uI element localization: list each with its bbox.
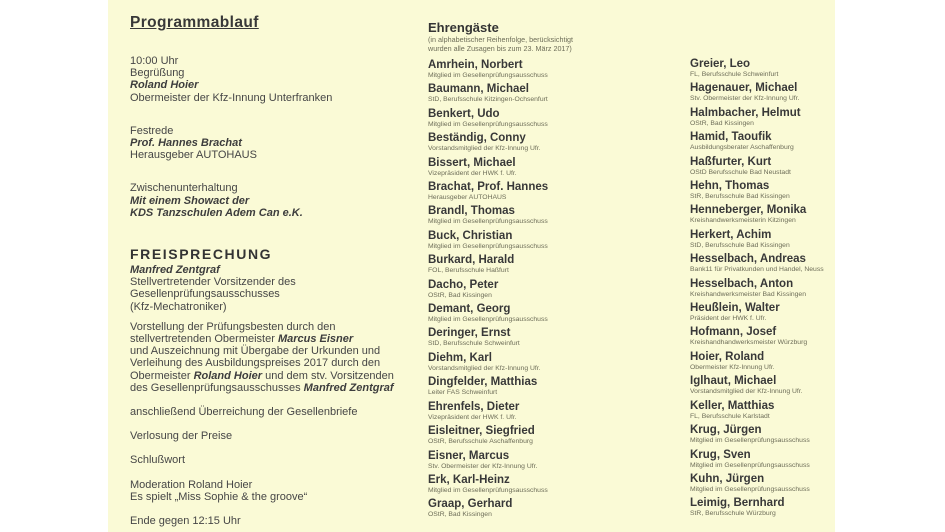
guest-entry — [690, 449, 840, 470]
guest-entry — [428, 59, 683, 80]
guest-entry — [428, 425, 683, 446]
guest-role: Vorstandsmitglied der Kfz-Innung Ufr. — [690, 388, 803, 396]
guest-list-1 — [428, 59, 683, 520]
guest-role: StD, Berufsschule Kitzingen-Ochsenfurt — [428, 96, 548, 104]
guest-role: Mitglied im Gesellenprüfungsausschuss — [428, 72, 548, 79]
guest-name: Ehrenfels, Dieter — [428, 400, 520, 413]
guest-entry — [690, 302, 840, 323]
program-line: Manfred Zentgraf — [130, 264, 220, 277]
guest-role: Bank11 für Privatkunden und Handel, Neuss — [690, 266, 824, 274]
guest-role: StR, Berufsschule Würzburg — [690, 510, 776, 518]
guest-entry — [690, 229, 840, 250]
guest-role: Mitglied im Gesellenprüfungsausschuss — [690, 485, 810, 493]
guest-name: Buck, Christian — [428, 229, 513, 242]
guest-entry — [690, 326, 840, 347]
guest-role: Mitglied im Gesellenprüfungsausschuss — [428, 218, 548, 226]
guest-name: Kuhn, Jürgen — [690, 472, 765, 485]
program-line: des Gesellenprüfungsausschusses Manfred Zentgraf — [130, 381, 394, 394]
guest-role: StD, Berufsschule Bad Kissingen — [690, 241, 790, 249]
guest-name: Deringer, Ernst — [428, 327, 511, 340]
program-line: Begrüßung — [130, 67, 185, 80]
guest-entry — [428, 254, 683, 275]
guest-name: Brandl, Thomas — [428, 205, 515, 218]
guest-entry — [690, 180, 840, 201]
guest-role: Stv. Obermeister der Kfz-Innung Ufr. — [428, 462, 538, 470]
guest-name: Krug, Sven — [690, 448, 751, 461]
program-line: Moderation Roland Hoier — [130, 478, 253, 491]
guest-entry — [690, 400, 840, 421]
guest-role: Mitglied im Gesellenprüfungsausschuss — [428, 242, 548, 250]
program-section — [130, 430, 425, 442]
guest-entry — [428, 230, 683, 251]
guest-role: StR, Berufsschule Bad Kissingen — [690, 193, 790, 201]
guest-entry — [428, 376, 683, 397]
guest-entry — [690, 473, 840, 494]
guest-name: Beständig, Conny — [428, 132, 526, 145]
guest-name: Eisleitner, Siegfried — [428, 425, 535, 438]
guest-name: Hesselbach, Andreas — [690, 253, 806, 266]
guests-title: Ehrengäste — [428, 20, 499, 35]
guest-entry — [428, 450, 683, 471]
program-line: Stellvertretender Vorsitzender des — [130, 276, 296, 289]
program-column — [130, 14, 425, 527]
guest-role: StD, Berufsschule Schweinfurt — [428, 340, 520, 348]
guest-entry — [428, 401, 683, 422]
guest-name: Hoier, Roland — [690, 350, 765, 363]
guest-name: Heußlein, Walter — [690, 302, 780, 315]
program-section — [130, 479, 425, 503]
program-line: Prof. Hannes Brachat — [130, 137, 242, 150]
program-line: 10:00 Uhr — [130, 55, 179, 67]
program-heading-section — [130, 247, 425, 262]
guest-name: Krug, Jürgen — [690, 424, 762, 437]
program-line: Festrede — [130, 124, 174, 137]
guest-name: Amrhein, Norbert — [428, 59, 523, 71]
guest-role: OStR, Berufsschule Aschaffenburg — [428, 438, 533, 446]
guest-entry — [428, 157, 683, 178]
guest-role: Kreishandhandwerksmeister Würzburg — [690, 339, 808, 347]
program-section — [130, 515, 425, 527]
guest-role: Vizepräsident der HWK f. Ufr. — [428, 169, 517, 177]
program-section — [130, 406, 425, 418]
program-line: Vorstellung der Prüfungsbesten durch den — [130, 320, 336, 333]
guest-role: Ausbildungsberater Aschaffenburg — [690, 144, 794, 152]
guest-role: Kreishandwerksmeisterin Kitzingen — [690, 217, 796, 225]
program-line: stellvertretenden Obermeister Marcus Eisner — [130, 333, 354, 346]
guest-role: OStD Berufsschule Bad Neustadt — [690, 168, 791, 176]
guests-subtitle-line-2: wurden alle Zusagen bis zum 23. März 2017) — [428, 44, 572, 53]
program-line: und Auszeichnung mit Übergabe der Urkunden und — [130, 345, 381, 358]
guest-entry — [690, 204, 840, 225]
guest-name: Dingfelder, Matthias — [428, 376, 538, 389]
program-line: Obermeister der Kfz-Innung Unterfranken — [130, 91, 333, 104]
guest-entry — [690, 497, 840, 518]
guest-name: Herkert, Achim — [690, 228, 772, 241]
program-line: Mit einem Showact der — [130, 194, 250, 207]
guest-entry — [690, 253, 840, 274]
guest-entry — [690, 58, 840, 79]
guest-name: Graap, Gerhard — [428, 498, 513, 511]
guest-entry — [428, 279, 683, 300]
program-section — [130, 55, 425, 104]
guest-role: FL, Berufsschule Schweinfurt — [690, 71, 779, 78]
guest-role: Obermeister Kfz-Innung Ufr. — [690, 363, 775, 371]
guest-role: Mitglied im Gesellenprüfungsausschuss — [428, 486, 548, 494]
guests-column-2 — [690, 52, 840, 522]
program-line: FREISPRECHUNG — [130, 246, 273, 263]
program-line: Ende gegen 12:15 Uhr — [130, 515, 241, 528]
guests-subtitle — [428, 35, 683, 53]
guest-entry — [690, 156, 840, 177]
guest-entry — [428, 108, 683, 129]
guest-role: Mitglied im Gesellenprüfungsausschuss — [428, 316, 548, 324]
guest-name: Brachat, Prof. Hannes — [428, 181, 549, 194]
guest-name: Hesselbach, Anton — [690, 277, 794, 290]
guest-role: OStR, Bad Kissingen — [428, 291, 492, 299]
program-line: Es spielt „Miss Sophie & the groove“ — [130, 490, 308, 503]
guest-entry — [690, 278, 840, 299]
program-line: Herausgeber AUTOHAUS — [130, 149, 257, 162]
guest-entry — [690, 82, 840, 103]
guest-name: Henneberger, Monika — [690, 204, 807, 217]
program-line: (Kfz-Mechatroniker) — [130, 300, 227, 313]
guest-role: Leiter FAS Schweinfurt — [428, 389, 498, 397]
program-line: Gesellenprüfungsausschusses — [130, 288, 280, 301]
guest-name: Baumann, Michael — [428, 83, 529, 96]
guests-subtitle-line-1: (in alphabetischer Reihenfolge, berücksichtigt — [428, 35, 574, 44]
guest-role: Mitglied im Gesellenprüfungsausschuss — [428, 120, 548, 128]
guest-entry — [428, 83, 683, 104]
guest-role: Kreishandwerksmeister Bad Kissingen — [690, 290, 806, 298]
guest-entry — [690, 375, 840, 396]
guest-role: Präsident der HWK f. Ufr. — [690, 315, 767, 323]
program-sections — [130, 55, 425, 527]
guest-entry — [428, 498, 683, 519]
guest-name: Halmbacher, Helmut — [690, 106, 801, 119]
guest-role: Vizepräsident der HWK f. Ufr. — [428, 413, 517, 421]
guest-name: Iglhaut, Michael — [690, 375, 777, 388]
guest-name: Hamid, Taoufik — [690, 131, 772, 144]
guest-name: Benkert, Udo — [428, 107, 500, 120]
guest-name: Haßfurter, Kurt — [690, 155, 772, 168]
guest-role: Stv. Obermeister der Kfz-Innung Ufr. — [690, 95, 800, 103]
guest-name: Diehm, Karl — [428, 351, 492, 364]
program-section — [130, 454, 425, 466]
program-line: KDS Tanzschulen Adem Can e.K. — [130, 206, 303, 219]
guest-name: Leimig, Bernhard — [690, 497, 785, 510]
guest-role: OStR, Bad Kissingen — [690, 119, 754, 127]
guest-role: Vorstandsmitglied der Kfz-Innung Ufr. — [428, 145, 541, 153]
guest-role: OStR, Bad Kissingen — [428, 511, 492, 519]
guest-name: Greier, Leo — [690, 58, 751, 70]
program-section — [130, 182, 425, 219]
guest-role: Herausgeber AUTOHAUS — [428, 194, 507, 202]
guest-entry — [428, 474, 683, 495]
guest-name: Hofmann, Josef — [690, 326, 777, 339]
guest-entry — [428, 327, 683, 348]
guest-name: Erk, Karl-Heinz — [428, 473, 510, 486]
guest-name: Eisner, Marcus — [428, 449, 510, 462]
guest-role: Vorstandsmitglied der Kfz-Innung Ufr. — [428, 364, 541, 372]
guest-entry — [428, 303, 683, 324]
program-section — [130, 321, 425, 394]
paper-sheet — [108, 0, 835, 532]
guest-name: Bissert, Michael — [428, 156, 516, 169]
guest-entry — [690, 107, 840, 128]
guest-entry — [428, 132, 683, 153]
program-title: Programmablauf — [130, 14, 259, 31]
guest-name: Dacho, Peter — [428, 278, 499, 291]
guest-entry — [428, 181, 683, 202]
guest-role: FOL, Berufsschule Haßfurt — [428, 267, 509, 275]
guest-entry — [428, 205, 683, 226]
program-line: anschließend Überreichung der Gesellenbriefe — [130, 406, 358, 419]
program-section — [130, 125, 425, 162]
guest-name: Keller, Matthias — [690, 399, 775, 412]
guest-role: Mitglied im Gesellenprüfungsausschuss — [690, 461, 810, 469]
guest-entry — [690, 131, 840, 152]
program-line: Verleihung des Ausbildungspreises 2017 durch den — [130, 357, 381, 370]
program-line: Obermeister Roland Hoier und dem stv. Vorsitzenden — [130, 369, 394, 382]
program-line: Schlußwort — [130, 454, 186, 467]
guest-name: Demant, Georg — [428, 303, 511, 316]
program-line: Roland Hoier — [130, 79, 199, 92]
guests-column-1 — [428, 20, 683, 523]
guest-role: FL, Berufsschule Karlstadt — [690, 412, 770, 420]
guest-role: Mitglied im Gesellenprüfungsausschuss — [690, 437, 810, 445]
program-line: Verlosung der Preise — [130, 430, 233, 443]
guest-name: Hehn, Thomas — [690, 180, 770, 193]
program-section — [130, 264, 425, 313]
guest-entry — [690, 351, 840, 372]
guest-name: Burkard, Harald — [428, 254, 515, 267]
guest-list-2 — [690, 58, 840, 519]
guest-entry — [428, 352, 683, 373]
guest-entry — [690, 424, 840, 445]
guest-name: Hagenauer, Michael — [690, 82, 798, 95]
program-line: Zwischenunterhaltung — [130, 182, 238, 195]
